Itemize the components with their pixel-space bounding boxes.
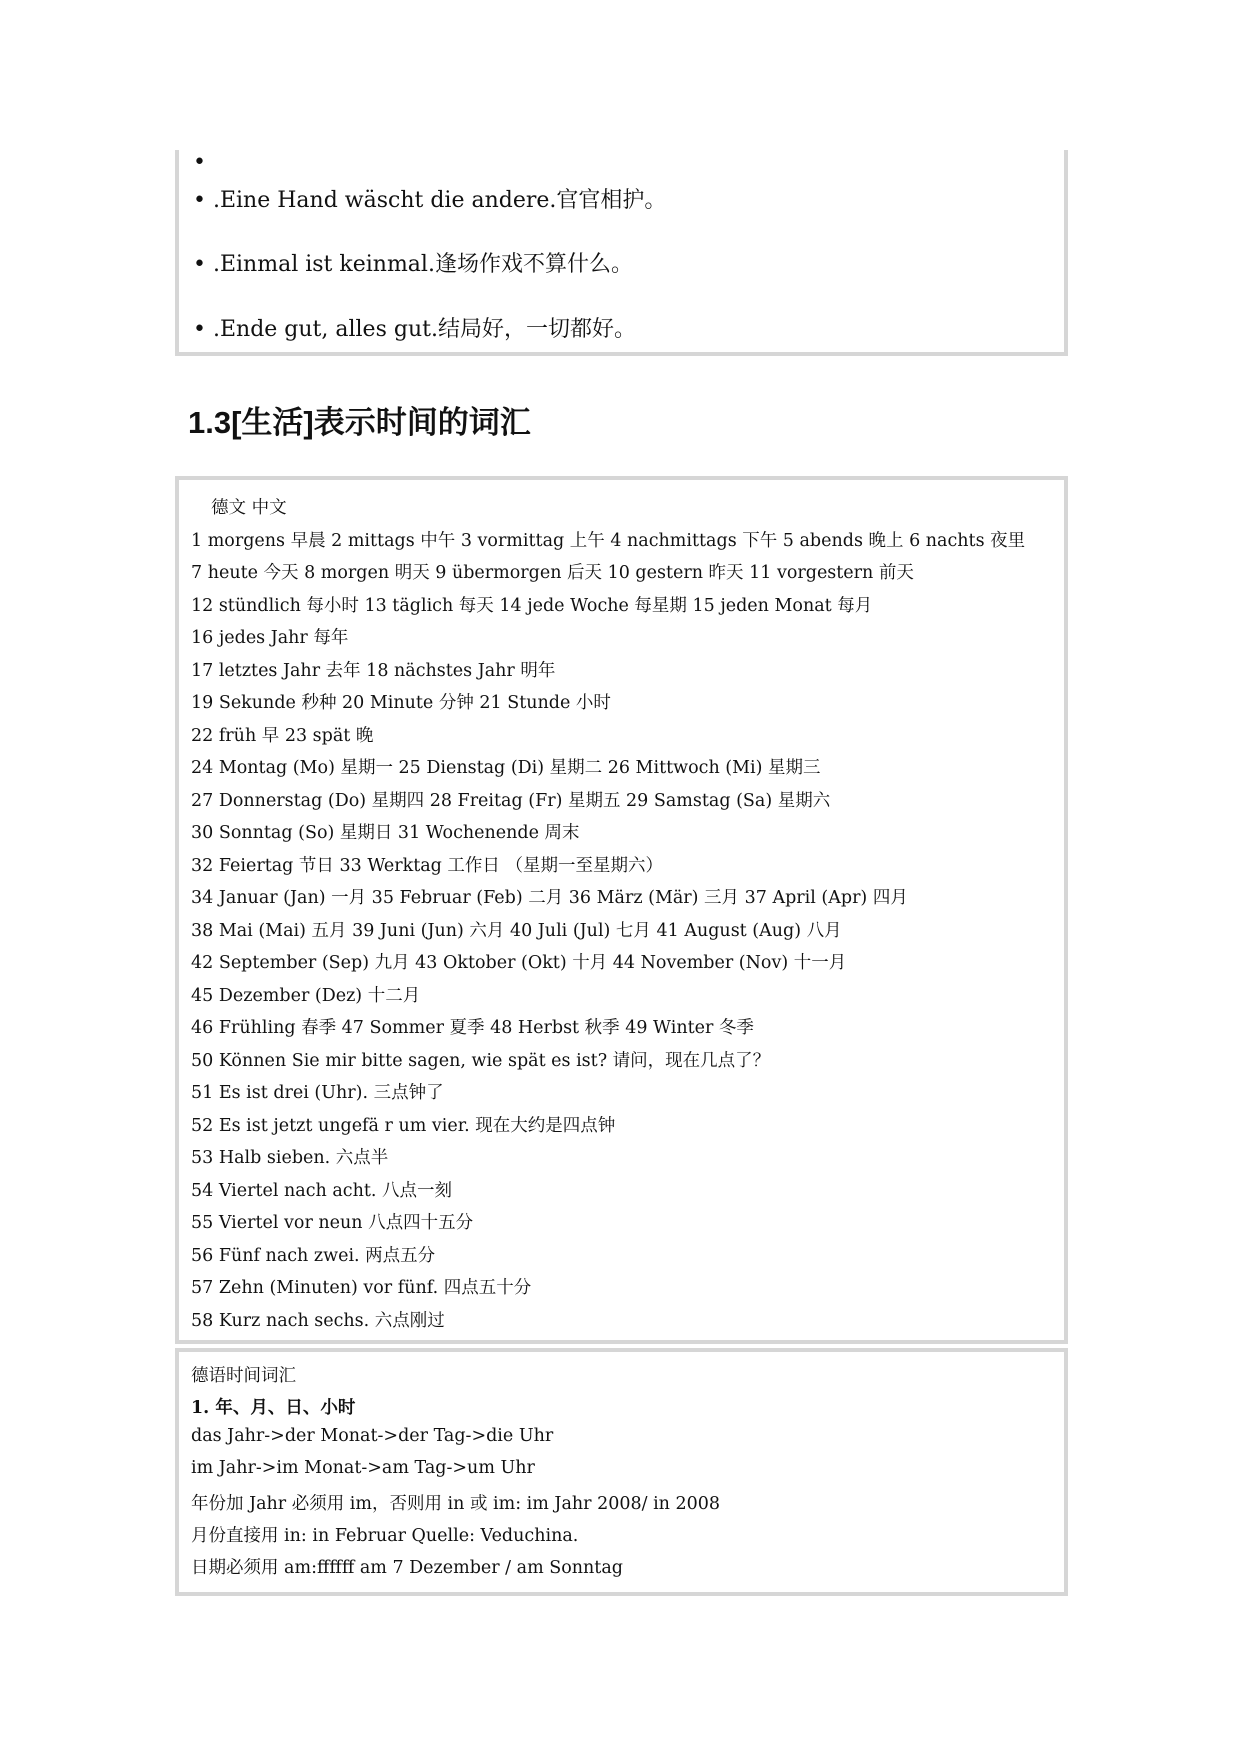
vocab-line: 57 Zehn (Minuten) vor fünf. 四点五十分 xyxy=(191,1278,532,1298)
vocab-line: 22 früh 早 23 spät 晚 xyxy=(191,726,374,746)
vocab-line: 46 Frühling 春季 47 Sommer 夏季 48 Herbst 秋季 49 Winter 冬季 xyxy=(191,1018,754,1038)
vocab-header: 德文 中文 xyxy=(211,498,287,518)
vocab-line: 55 Viertel vor neun 八点四十五分 xyxy=(191,1213,474,1233)
vocab-line: 56 Fünf nach zwei. 两点五分 xyxy=(191,1246,436,1266)
vocab-line: 16 jedes Jahr 每年 xyxy=(191,628,349,648)
vocab-line: 58 Kurz nach sechs. 六点刚过 xyxy=(191,1311,445,1331)
vocab-line: 42 September (Sep) 九月 43 Oktober (Okt) 十月 44 November (Nov) 十一月 xyxy=(191,953,847,973)
notes-title: 德语时间词汇 xyxy=(191,1366,296,1386)
vocab-line: 45 Dezember (Dez) 十二月 xyxy=(191,986,421,1006)
vocab-line: 38 Mai (Mai) 五月 39 Juni (Jun) 六月 40 Juli (Jul) 七月 41 August (Aug) 八月 xyxy=(191,921,842,941)
vocab-line: 17 letztes Jahr 去年 18 nächstes Jahr 明年 xyxy=(191,661,556,681)
proverb-item: • .Eine Hand wäscht die andere.官官相护。 xyxy=(193,188,667,213)
notes-line: im Jahr->im Monat->am Tag->um Uhr xyxy=(191,1458,535,1478)
vocab-line: 34 Januar (Jan) 一月 35 Februar (Feb) 二月 36 März (Mär) 三月 37 April (Apr) 四月 xyxy=(191,888,908,908)
vocab-box xyxy=(175,476,1068,1344)
vocab-line: 52 Es ist jetzt ungefä r um vier. 现在大约是四点钟 xyxy=(191,1116,616,1136)
vocab-line: 1 morgens 早晨 2 mittags 中午 3 vormittag 上午 4 nachmittags 下午 5 abends 晚上 6 nachts 夜里 xyxy=(191,531,1026,551)
vocab-line: 24 Montag (Mo) 星期一 25 Dienstag (Di) 星期二 26 Mittwoch (Mi) 星期三 xyxy=(191,758,821,778)
vocab-line: 12 stündlich 每小时 13 täglich 每天 14 jede Woche 每星期 15 jeden Monat 每月 xyxy=(191,596,873,616)
section-heading: 1.3[生活]表示时间的词汇 xyxy=(188,405,531,440)
vocab-line: 7 heute 今天 8 morgen 明天 9 übermorgen 后天 10 gestern 昨天 11 vorgestern 前天 xyxy=(191,563,914,583)
vocab-line: 54 Viertel nach acht. 八点一刻 xyxy=(191,1181,453,1201)
vocab-line: 50 Können Sie mir bitte sagen, wie spät es ist? 请问，现在几点了？ xyxy=(191,1051,771,1071)
notes-subtitle: 1. 年、月、日、小时 xyxy=(191,1398,356,1418)
proverb-item: • .Einmal ist keinmal.逢场作戏不算什么。 xyxy=(193,252,633,277)
proverb-item: • .Ende gut, alles gut.结局好，一切都好。 xyxy=(193,317,636,342)
empty-bullet: • xyxy=(193,150,206,175)
notes-line: 日期必须用 am:ffffff am 7 Dezember / am Sonntag xyxy=(191,1558,623,1578)
notes-line: das Jahr->der Monat->der Tag->die Uhr xyxy=(191,1426,554,1446)
vocab-line: 27 Donnerstag (Do) 星期四 28 Freitag (Fr) 星期五 29 Samstag (Sa) 星期六 xyxy=(191,791,831,811)
notes-box xyxy=(175,1348,1068,1596)
vocab-line: 19 Sekunde 秒种 20 Minute 分钟 21 Stunde 小时 xyxy=(191,693,611,713)
notes-line: 月份直接用 in: in Februar Quelle: Veduchina. xyxy=(191,1526,579,1546)
notes-line: 年份加 Jahr 必须用 im，否则用 in 或 im: im Jahr 2008/ in 2008 xyxy=(191,1494,721,1514)
vocab-line: 51 Es ist drei (Uhr). 三点钟了 xyxy=(191,1083,444,1103)
vocab-line: 30 Sonntag (So) 星期日 31 Wochenende 周末 xyxy=(191,823,580,843)
vocab-line: 32 Feiertag 节日 33 Werktag 工作日 （星期一至星期六） xyxy=(191,856,663,876)
vocab-line: 53 Halb sieben. 六点半 xyxy=(191,1148,389,1168)
proverb-box xyxy=(175,150,1068,356)
